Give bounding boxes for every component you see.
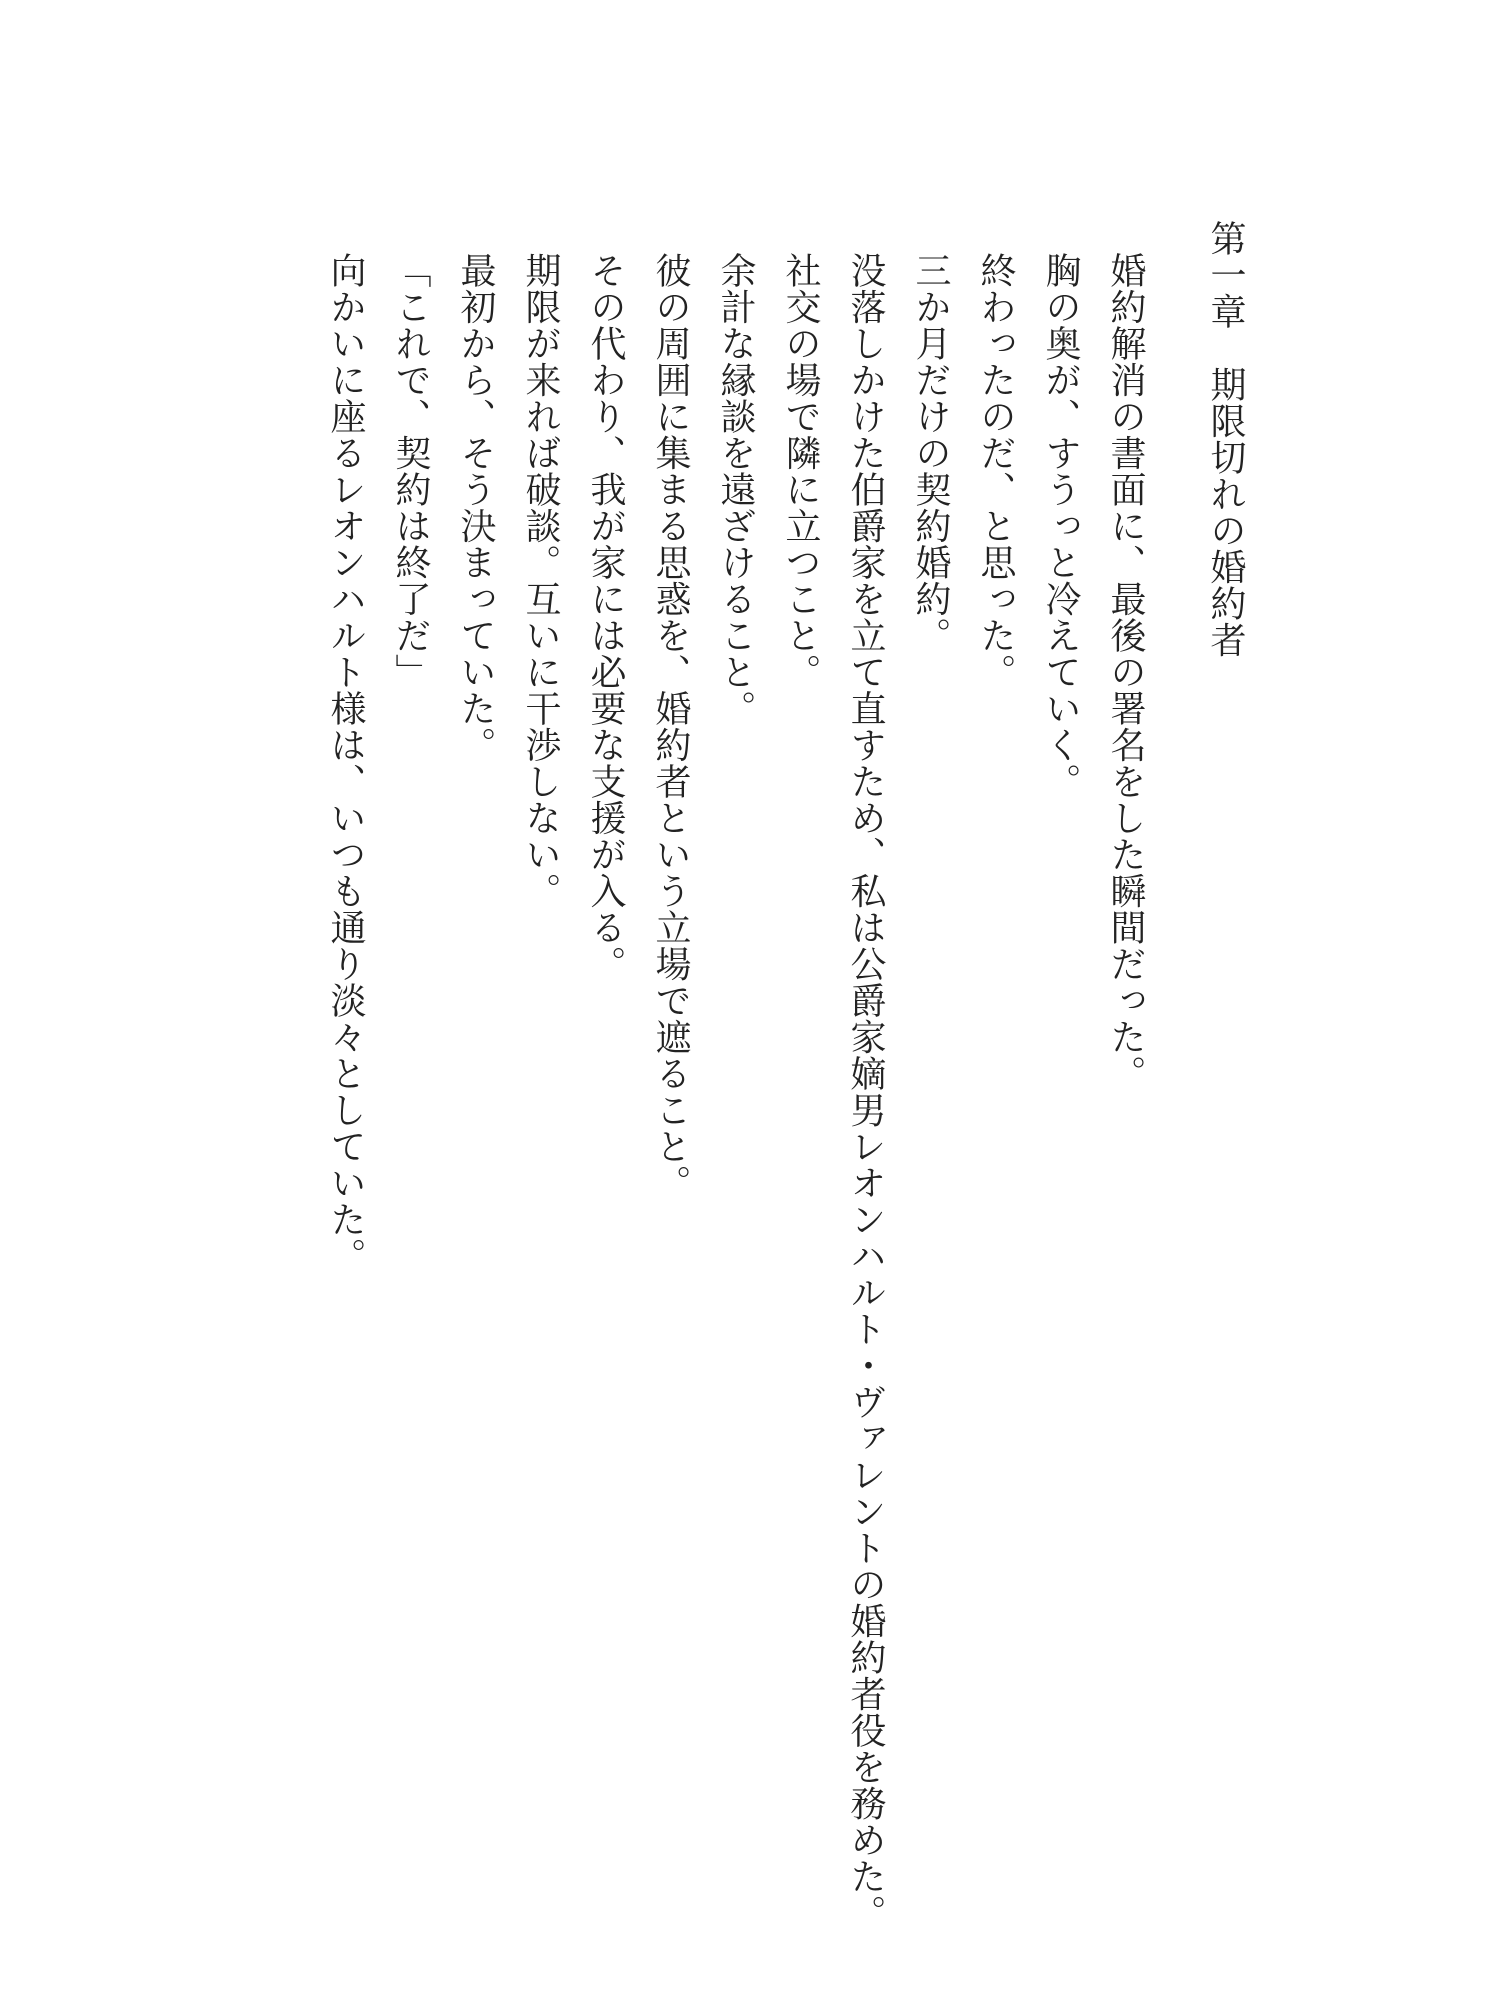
text-line: その代わり、我が家には必要な支援が入る。 bbox=[585, 252, 626, 982]
text-line: 彼の周囲に集まる思惑を、婚約者という立場で遮ること。 bbox=[650, 252, 691, 1201]
text-line: 婚約解消の書面に、最後の署名をした瞬間だった。 bbox=[1105, 252, 1146, 1092]
text-line: 余計な縁談を遠ざけること。 bbox=[715, 252, 756, 727]
chapter-title: 第一章 期限切れの婚約者 bbox=[1205, 220, 1246, 658]
text-line: 向かいに座るレオンハルト様は、いつも通り淡々としていた。 bbox=[325, 252, 366, 1274]
text-line: 三か月だけの契約婚約。 bbox=[910, 252, 951, 654]
text-line: 期限が来れば破談。互いに干渉しない。 bbox=[520, 252, 561, 909]
text-line: 終わったのだ、と思った。 bbox=[975, 252, 1016, 690]
text-line: 最初から、そう決まっていた。 bbox=[455, 252, 496, 763]
text-line: 社交の場で隣に立つこと。 bbox=[780, 252, 821, 690]
text-line: 没落しかけた伯爵家を立て直すため、私は公爵家嫡男レオンハルト・ヴァレントの婚約者役を務めた。 bbox=[845, 252, 886, 1931]
text-line: 「これで、契約は終了だ」 bbox=[390, 252, 431, 690]
text-line: 胸の奥が、すうっと冷えていく。 bbox=[1040, 252, 1081, 800]
